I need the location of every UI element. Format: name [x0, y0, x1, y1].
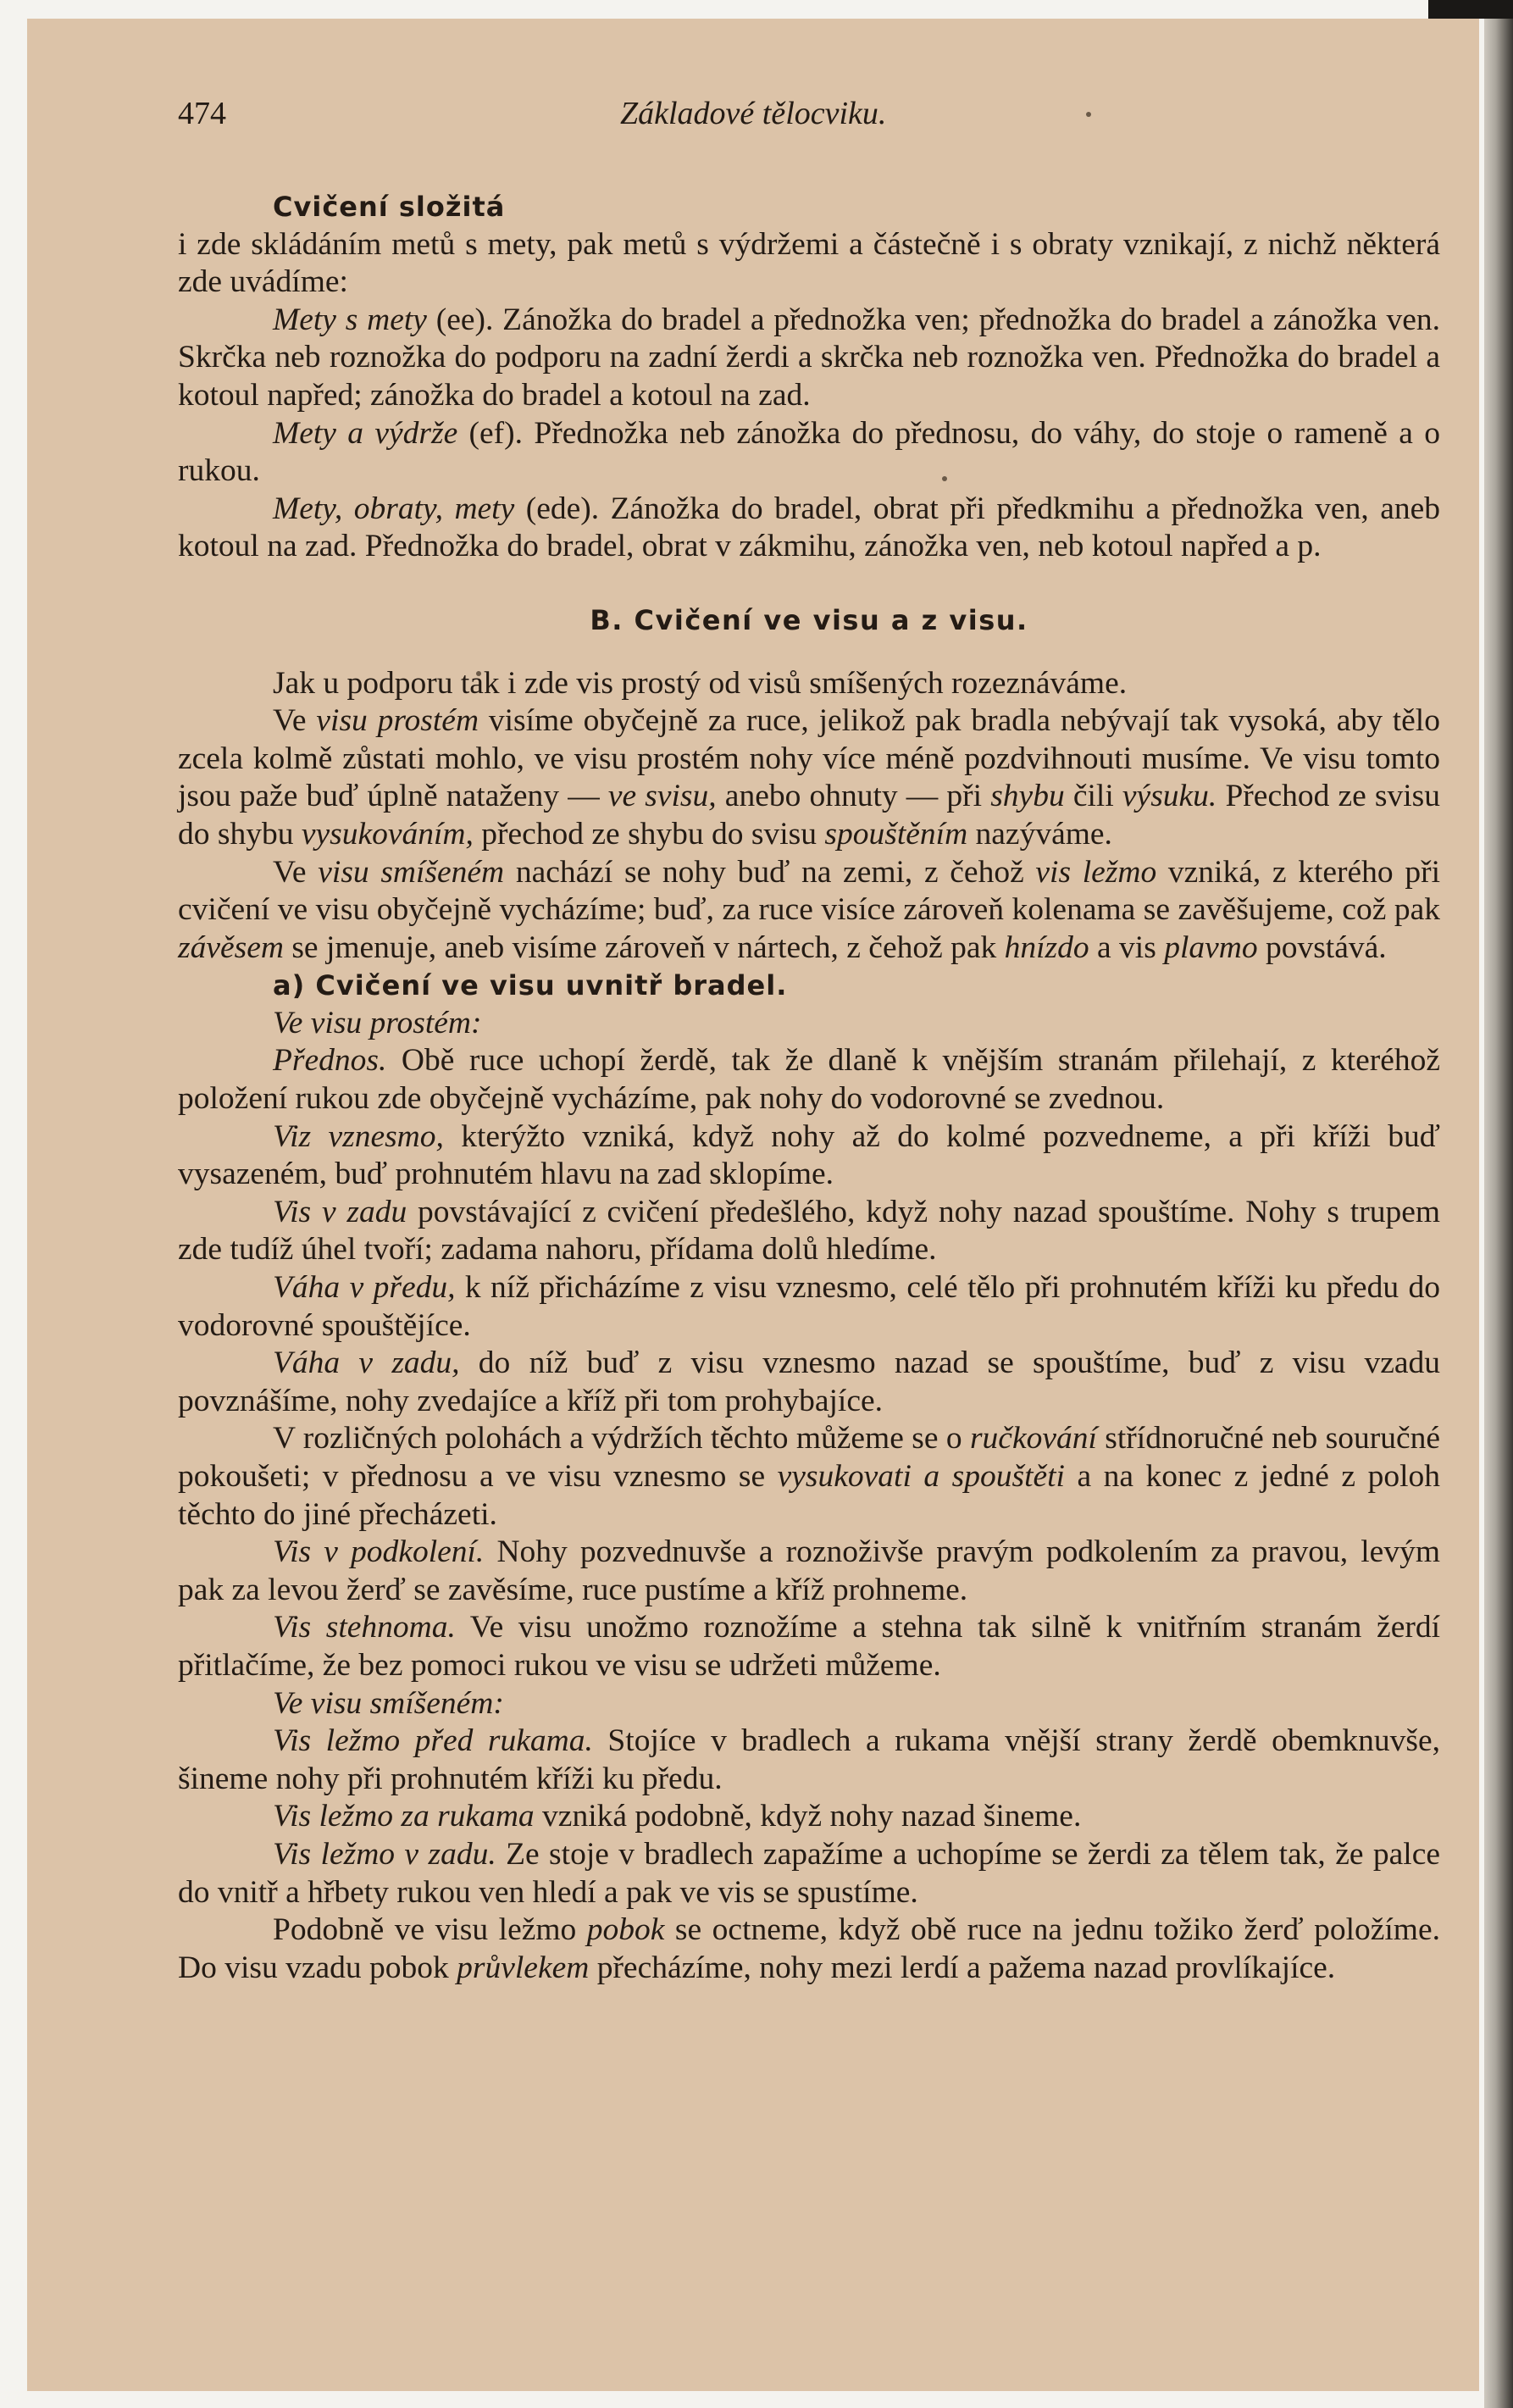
term: visu prostém — [316, 703, 479, 739]
term: Mety, obraty, mety — [273, 491, 515, 526]
paragraph: Podobně ve visu ležmo pobok se octneme, když obě ruce na jednu tožiko žerď položíme. Do visu vzadu pobok průvlekem přecházíme, nohy mezi lerdí a pažema nazad provlíkajíce. — [178, 1912, 1440, 1985]
paragraph — [178, 302, 1440, 415]
term: visu smíšeném — [318, 854, 505, 890]
term: Vis ležmo v zadu. — [273, 1836, 496, 1872]
paragraph: Vis v zadu povstávající z cvičení předešlého, když nohy nazad spouštíme. Nohy s trupem zde tudíž úhel tvoří; zadama nahoru, přídama dolů hledíme. — [178, 1194, 1441, 1268]
page-edge-shadow — [1484, 0, 1513, 2408]
paragraph-text: (ee). Zánožka do bradel a přednožka ven; přednožka do bradel a zánožka ven. Skrčka neb roznožka do podporu na zadní žerdi a skrčka neb roznožka ven. Přednožka do bradel a kotoul napřed; zánožka do bradel a kotoul na zad. — [178, 302, 1440, 413]
term: Vis ležmo za rukama — [273, 1799, 535, 1834]
term: výsuku. — [1122, 779, 1217, 814]
paragraph: Váha v zadu, do níž buď z visu vznesmo nazad se spouštíme, buď z visu vzadu povznášíme, nohy zvedajíce a kříž při tom prohybajíce. — [178, 1345, 1440, 1418]
paragraph: Vis v podkolení. Nohy pozvednuvše a roznoživše pravým podkolením za pravou, levým pak za levou žerď se zavěsíme, ruce pustíme a kříž prohneme. — [178, 1534, 1440, 1607]
term: průvlekem — [457, 1950, 590, 1985]
term: Váha v předu, — [273, 1270, 456, 1306]
section-b-heading — [178, 602, 1440, 640]
paragraph: Jak u podporu tak i zde vis prostý od visů smíšených rozeznáváme. — [273, 665, 1128, 701]
term: Vis ležmo před rukama. — [273, 1723, 593, 1759]
section-title: B. Cvičení ve visu a z visu. — [590, 603, 1028, 636]
paragraph — [178, 491, 1440, 566]
section-heading: Cvičení složitá — [273, 191, 506, 223]
intro-text: i zde skládáním metů s mety, pak metů s výdržemi a částečně i s obraty vznikají, z nichž některá zde uvádíme: — [178, 226, 1440, 300]
paragraph: Vis ležmo v zadu. Ze stoje v bradlech zapažíme a uchopíme se žerdi za tělem tak, že palce do vnitř a hřbety rukou ven hledí a pak ve vis se spustíme. — [178, 1836, 1440, 1910]
term: vysukovati a spouštěti — [777, 1459, 1065, 1494]
term: Mety a výdrže — [273, 415, 458, 451]
term: vis ležmo — [1035, 854, 1157, 890]
term: shybu — [990, 779, 1065, 814]
subsection-title: a) Cvičení ve visu uvnitř bradel. — [273, 969, 788, 1002]
composite-intro — [178, 188, 1440, 302]
paragraph — [178, 415, 1440, 491]
paragraph: Vis stehnoma. Ve visu unožmo roznožíme a stehna tak silně k vnitřním stranám žerdí přitlačíme, že bez pomoci rukou ve visu se udržeti můžeme. — [178, 1610, 1441, 1683]
term: Mety s mety — [273, 302, 427, 337]
term: Viz vznesmo, — [273, 1118, 444, 1154]
section-composite — [178, 188, 1440, 566]
section-a-heading — [178, 967, 1440, 1005]
paragraph: Ve visu prostém visíme obyčejně za ruce, jelikož pak bradla nebývají tak vysoká, aby tělo zcela kolmě zůstati mohlo, ve visu prostém nohy více méně pozdvihnouti musíme. Ve visu tomto jsou paže buď úplně nataženy — ve svisu, anebo ohnuty — při shybu čili výsuku. Přechod ze svisu do shybu vysukováním, přechod ze shybu do svisu spouštěním nazýváme. — [178, 703, 1441, 852]
term: plavmo — [1164, 929, 1258, 965]
paragraph: Ve visu smíšeném nachází se nohy buď na zemi, z čehož vis ležmo vzniká, z kterého při cvičení ve visu obyčejně vycházíme; buď, za ruce visíce zároveň kolenama se zavěšujeme, což pak závěsem se jmenuje, aneb visíme zároveň v nártech, z čehož pak hnízdo a vis plavmo povstává. — [178, 854, 1441, 965]
paragraph: V rozličných polohách a výdržích těchto můžeme se o ručkování střídnoručné neb souručné pokoušeti; v přednosu a ve visu vznesmo se vysukovati a spouštěti a na konec z jedné z poloh těchto do jiné přecházeti. — [178, 1421, 1441, 1532]
term: závěsem — [178, 929, 284, 965]
term: Vis stehnoma. — [273, 1610, 456, 1645]
paragraph: Váha v předu, k níž přicházíme z visu vznesmo, celé tělo při prohnutém kříži ku předu do vodorovné spouštějíce. — [178, 1270, 1440, 1343]
paragraph: Viz vznesmo, kterýžto vzniká, když nohy až do kolmé pozvedneme, a při kříži buď vysazeném, buď prohnutém hlavu na zad sklopíme. — [178, 1118, 1440, 1192]
term: ručkování — [969, 1421, 1097, 1456]
subheading: Ve visu smíšeném: — [273, 1685, 504, 1721]
term: Váha v zadu, — [273, 1345, 460, 1381]
running-header — [178, 95, 1440, 144]
paragraph: Vis ležmo za rukama vzniká podobně, když nohy nazad šineme. — [273, 1799, 1082, 1834]
term: Vis v podkolení. — [273, 1534, 485, 1570]
scan-corner — [1428, 0, 1513, 19]
section-a-mixed — [178, 1723, 1440, 1987]
paragraph: Přednos. Obě ruce uchopí žerdě, tak že dlaně k vnějším stranám přilehají, z kteréhož položení rukou zde obyčejně vycházíme, pak nohy do vodorovné se zvednou. — [178, 1043, 1440, 1117]
term: Vis v zadu — [273, 1194, 407, 1229]
term: hnízdo — [1004, 929, 1089, 965]
term: Přednos. — [273, 1043, 387, 1079]
term: ve svisu, — [607, 779, 717, 814]
running-title: Základové tělocviku. — [620, 96, 887, 131]
page-number: 474 — [178, 96, 226, 131]
paragraph: Vis ležmo před rukama. Stojíce v bradlech a rukama vnější strany žerdě obemknuvše, šineme nohy při prohnutém kříži ku předu. — [178, 1723, 1440, 1796]
term: spouštěním — [824, 816, 968, 852]
term: pobok — [586, 1912, 665, 1948]
page-content — [178, 95, 1440, 1987]
term: vysukováním, — [301, 816, 474, 852]
section-a — [178, 1042, 1440, 1684]
paragraph-text: (ef). Přednožka neb zánožka do přednosu, do váhy, do stoje o rameně a o rukou. — [178, 415, 1440, 489]
subheading: Ve visu prostém: — [273, 1005, 482, 1040]
section-b — [178, 665, 1440, 968]
paragraph-text: (ede). Zánožka do bradel, obrat při předkmihu a přednožka ven, aneb kotoul na zad. Přednožka do bradel, obrat v zákmihu, zánožka ven, neb kotoul napřed a p. — [178, 491, 1440, 564]
